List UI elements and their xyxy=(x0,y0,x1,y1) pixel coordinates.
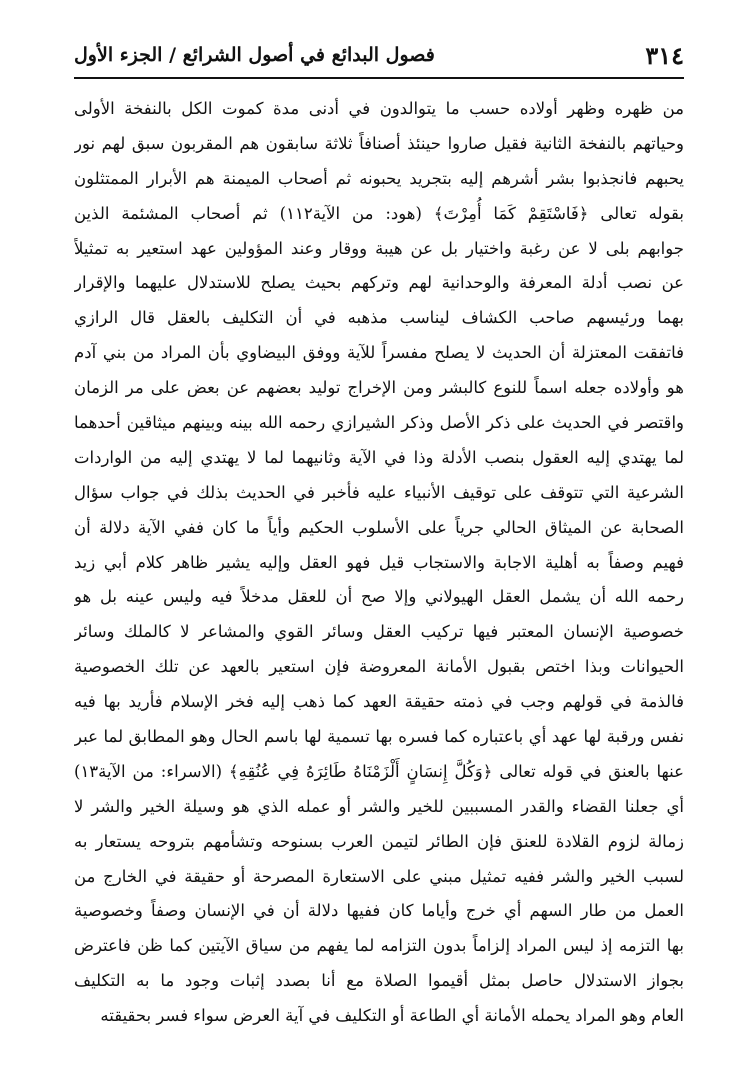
text-line: واقتصر في الحديث على ذكر الأصل وذكر الشيرازي رحمه الله بينه وبينهم ميثاقين أحدهما xyxy=(74,413,684,433)
page-header xyxy=(74,34,684,76)
text-line: فهيم وصفاً به أهلية الاجابة والاستجاب قيل فهو العقل وإليه يشير ظاهر كلام أبي زيد xyxy=(74,552,684,572)
text-line: نفس ورقبة لها عهد أي باعتباره كما فسره بها تسمية لها باسم الحال وهو المطابق لما عبر xyxy=(74,727,684,747)
text-line: فالذمة في قولهم وجب في ذمته حقيقة العهد كما ذهب إليه فخر الإسلام فأريد بها فيه xyxy=(74,692,684,712)
text-line: العام وهو المراد يحمله الأمانة أي الطاعة أو التكليف في آية العرض سواء فسر بحقيقته xyxy=(100,1006,684,1026)
running-title: فصول البدائع في أصول الشرائع / الجزء الأول xyxy=(74,44,435,66)
text-line: بها التزمه إذ ليس المراد إلزاماً بدون التزامه لما يفهم من سياق الآيتين كما ظن فاعترض xyxy=(74,936,684,956)
text-line: لما يهتدي إليه العقول بنصب الأدلة وذا في الآية وثانيهما لما لا يهتدي إليه من الواردات xyxy=(74,447,684,467)
text-line: فاتفقت المعتزلة أن الحديث لا يصلح مفسراً للآية ووفق البيضاوي بأن المراد من بني آدم xyxy=(74,343,684,363)
text-line: وحياتهم بالنفخة الثانية فقيل صاروا حينئذ أصنافاً ثلاثة سابقون هم المقربون سبق لهم نور xyxy=(74,133,684,153)
text-line: جوابهم بلى لا عن رغبة واختيار بل عن هيبة ووقار وعند المؤولين عهد استعير به تمثيلاً xyxy=(74,238,684,258)
text-line: خصوصية الإنسان المعتبر فيها تركيب العقل وسائر القوي والمشاعر لا كالملك وسائر xyxy=(74,622,684,642)
header-rule xyxy=(74,77,684,79)
text-line: يحبهم فانجذبوا بشر أشرهم إليه بتجريد يحبونه ثم أصحاب الميمنة هم الأبرار الممتثلون xyxy=(74,168,684,188)
text-line: من ظهره وظهر أولاده حسب ما يتوالدون في أدنى مدة كموت الكل بالنفخة الأولى xyxy=(74,99,684,118)
text-line: العمل من طار السهم أي خرج وأياما كان ففيها دلالة أن في الإنسان وصفاً وخصوصية xyxy=(74,901,684,921)
text-line: الحيوانات وبذا اختص بقبول الأمانة المعروضة فإن استعير بالعهد عن تلك الخصوصية xyxy=(74,657,684,677)
text-line: بقوله تعالى ﴿فَاسْتَقِمْ كَمَا أُمِرْتَ﴾ (هود: من الآية١١٢) ثم أصحاب المشئمة الذين xyxy=(74,203,684,223)
text-line: رحمه الله أن يشمل العقل الهيولاني وإلا صح أن للعقل مدخلاً فيه وليس عينه بل هو xyxy=(74,587,684,607)
text-line: زمالة لزوم القلادة للعنق فإن الطائر لتيمن العرب بسنوحه وتشأمهم بتروحه يستعار به xyxy=(74,831,684,851)
page-number: ٣١٤ xyxy=(645,40,684,70)
text-line: بهما ورئيسهم صاحب الكشاف ليناسب مذهبه في أن التكليف بالعقل قال الرازي xyxy=(74,308,684,328)
text-line: هو وأولاده جعله اسماً للنوع كالبشر ومن الإخراج توليد بعضهم عن بعض على مر الزمان xyxy=(74,378,684,398)
text-line: عن نصب أدلة المعرفة والوحدانية لهم وتركهم بحيث يصلح للاستدلال عليهما والإقرار xyxy=(74,273,684,293)
text-line: الشرعية التي تتوقف على توقيف الأنبياء عليه فأخبر في الحديث بذلك في جواب سؤال xyxy=(74,482,684,502)
text-line: عنها بالعنق في قوله تعالى ﴿وَكُلَّ إِنسَانٍ أَلْزَمْنَاهُ طَائِرَهُ فِي عُنُقِهِ﴾ (الاسراء: من الآية١٣) xyxy=(74,761,684,781)
text-line: أي جعلنا القضاء والقدر المسببين للخير والشر أو عمله الذي هو وسيلة الخير والشر لا xyxy=(74,796,684,816)
text-line: لسبب الخير والشر ففيه تمثيل مبني على الاستعارة المصرحة أو حقيقة في الخارج من xyxy=(74,866,684,886)
body-text xyxy=(74,92,684,1034)
text-line: الصحابة عن الميثاق الحالي جرياً على الأسلوب الحكيم وأياً ما كان ففي الآية دلالة أن xyxy=(74,517,684,537)
text-line: بجواز الاستدلال حاصل بمثل أقيموا الصلاة مع أنا بصدد إثبات وجود ما به التكليف xyxy=(74,971,684,991)
